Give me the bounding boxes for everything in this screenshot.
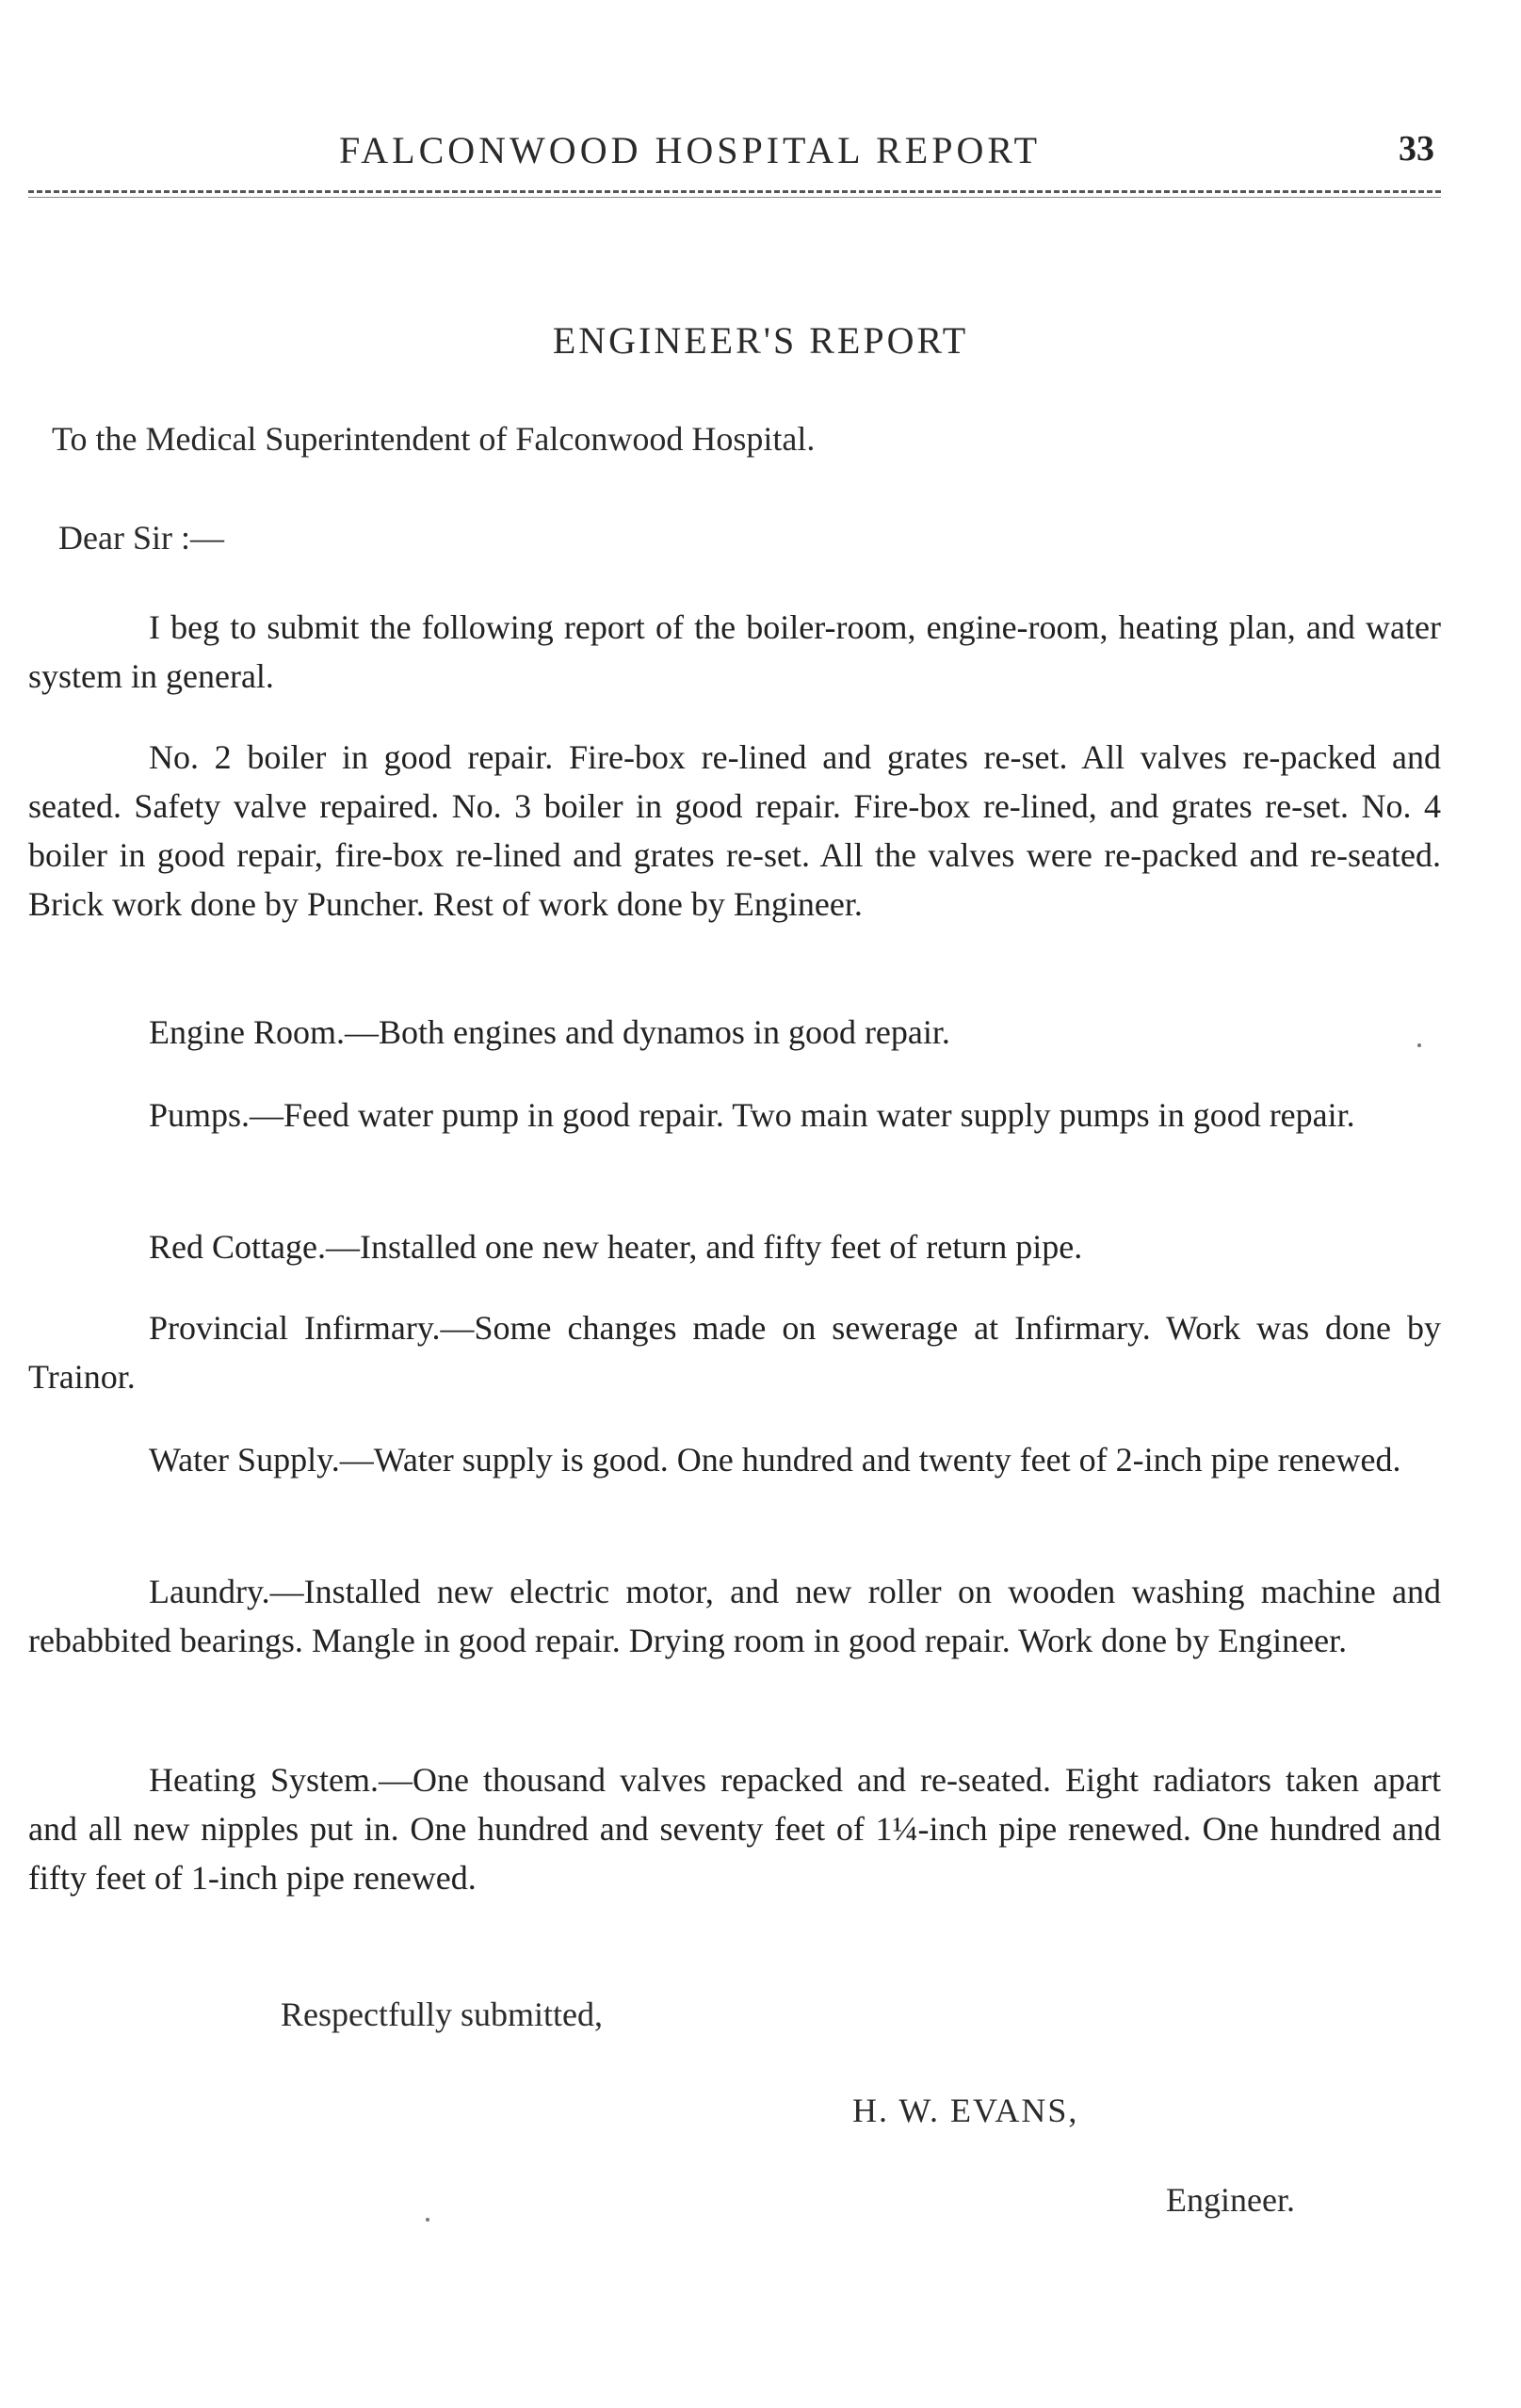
paragraph-intro: I beg to submit the following report of the boiler-room, engine-room, heating plan, and water system in general.: [28, 608, 1441, 695]
closing-line: Respectfully submitted,: [281, 1996, 603, 2033]
running-title: FALCONWOOD HOSPITAL REPORT: [339, 129, 1042, 171]
paragraph-red-cottage: Red Cottage.—Installed one new heater, and fifty feet of return pipe.: [149, 1228, 1083, 1266]
header-rule: [28, 190, 1441, 193]
paragraph-water-supply: Water Supply.—Water supply is good. One hundred and twenty feet of 2-inch pipe renewed.: [149, 1441, 1401, 1479]
paragraph-engine-room: Engine Room.—Both engines and dynamos in good repair.: [149, 1013, 950, 1051]
signature-name: H. W. EVANS,: [852, 2092, 1079, 2129]
report-title: ENGINEER'S REPORT: [552, 319, 969, 362]
paragraph-provincial-infirmary: Provincial Infirmary.—Some changes made on sewerage at Infirmary. Work was done by Trainor.: [28, 1309, 1441, 1396]
paragraph-pumps: Pumps.—Feed water pump in good repair. Two main water supply pumps in good repair.: [149, 1096, 1355, 1134]
signature-title: Engineer.: [1166, 2181, 1295, 2219]
print-speck: [1417, 1043, 1421, 1047]
salutation: Dear Sir :—: [58, 519, 224, 557]
addressee-line: To the Medical Superintendent of Falconwood Hospital.: [52, 420, 816, 458]
running-header: [0, 121, 1521, 177]
page-number: 33: [1399, 129, 1434, 169]
paragraph-heating-system: Heating System.—One thousand valves repacked and re-seated. Eight radiators taken apart and all new nipples put in. One hundred and seventy feet of 1¼-inch pipe renewed. One hundred and fifty feet of 1-inch pipe renewed.: [28, 1761, 1441, 1897]
paragraph-laundry: Laundry.—Installed new electric motor, and new roller on wooden washing machine and rebabbited bearings. Mangle in good repair. Drying room in good repair. Work done by Engineer.: [28, 1573, 1441, 1659]
print-speck: [426, 2218, 429, 2222]
header-rule-secondary: [28, 197, 1441, 198]
paragraph-boilers: No. 2 boiler in good repair. Fire-box re-lined and grates re-set. All valves re-packed and seated. Safety valve repaired. No. 3 boiler in good repair. Fire-box re-lined, and grates re-set. No. 4 boiler in good repair, fire-box re-lined and grates re-set. All the valves were re-packed and re-seated. Brick work done by Puncher. Rest of work done by Engineer.: [28, 738, 1441, 923]
